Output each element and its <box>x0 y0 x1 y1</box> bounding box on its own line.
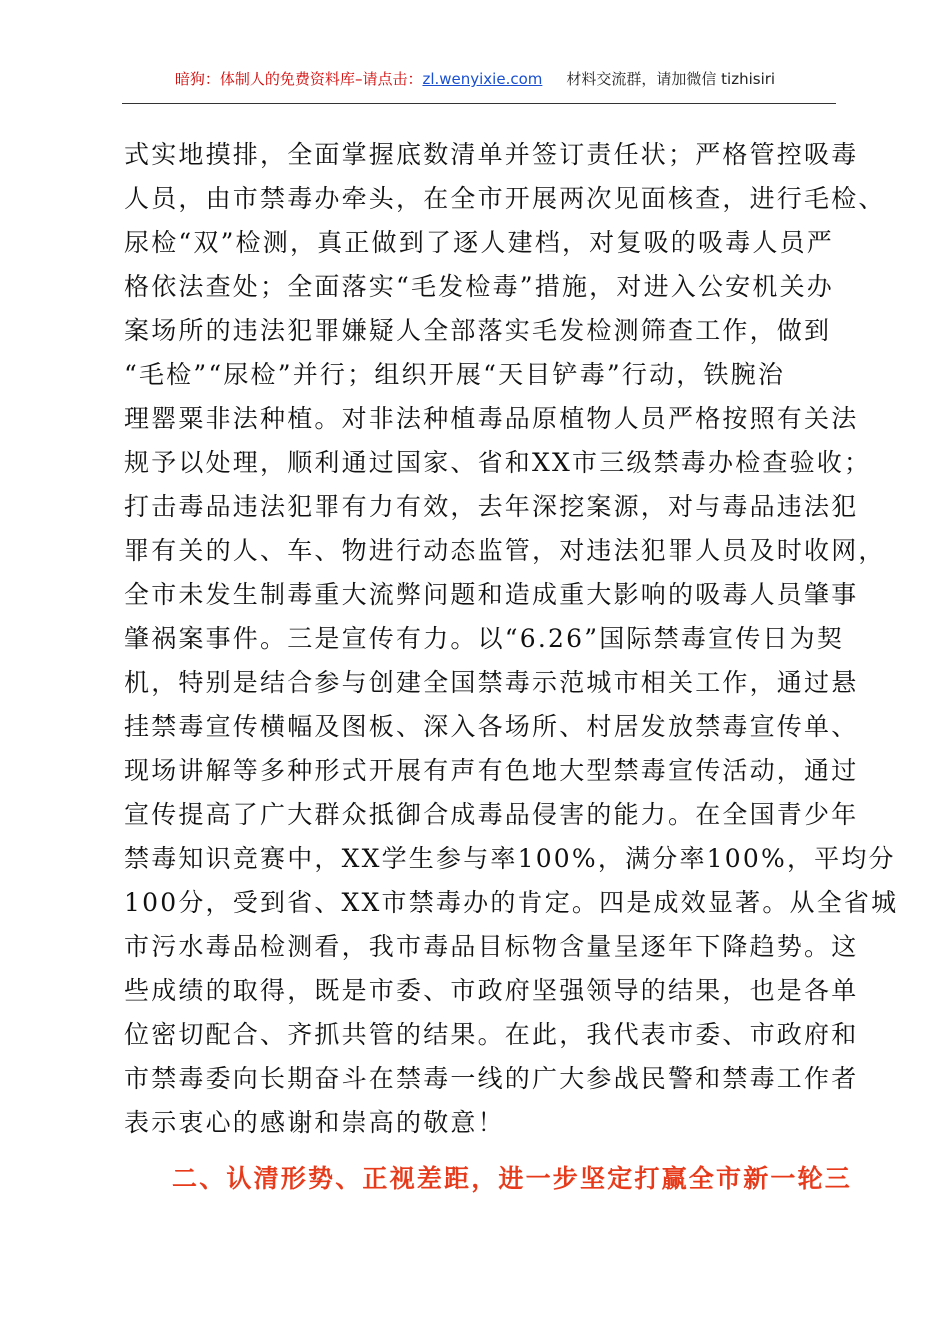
body-line: 格依法查处；全面落实“毛发检毒”措施，对进入公安机关办 <box>124 272 834 301</box>
header-link[interactable]: zl.wenyixie.com <box>422 70 543 88</box>
body-line: 式实地摸排，全面掌握底数清单并签订责任状；严格管控吸毒 <box>124 140 859 169</box>
body-line: 规予以处理，顺利通过国家、省和XX市三级禁毒办检查验收； <box>124 448 872 477</box>
header-click-prompt: –请点击： <box>354 70 423 88</box>
body-line: 宣传提高了广大群众抵御合成毒品侵害的能力。在全国青少年 <box>124 800 859 829</box>
body-line: 市污水毒品检测看，我市毒品目标物含量呈逐年下降趋势。这 <box>124 932 859 961</box>
body-line: 肇祸案事件。三是宣传有力。以“6.26”国际禁毒宣传日为契 <box>124 624 845 653</box>
body-line: “毛检”“尿检”并行；组织开展“天目铲毒”行动，铁腕治 <box>124 360 786 389</box>
section-heading: 二、认清形势、正视差距，进一步坚定打赢全市新一轮三 <box>172 1164 853 1193</box>
body-line: 表示衷心的感谢和崇高的敬意！ <box>124 1108 505 1137</box>
body-line: 尿检“双”检测，真正做到了逐人建档，对复吸的吸毒人员严 <box>124 228 834 257</box>
body-line: 案场所的违法犯罪嫌疑人全部落实毛发检测筛查工作，做到 <box>124 316 832 345</box>
body-line: 打击毒品违法犯罪有力有效，去年深挖案源，对与毒品违法犯 <box>124 492 859 521</box>
header-wechat-note: 材料交流群，请加微信 tizhisiri <box>566 70 776 88</box>
header-divider <box>122 103 836 104</box>
body-line: 100分，受到省、XX市禁毒办的肯定。四是成效显著。从全省城 <box>124 888 899 917</box>
body-line: 市禁毒委向长期奋斗在禁毒一线的广大参战民警和禁毒工作者 <box>124 1064 859 1093</box>
page-header <box>0 68 950 89</box>
body-line: 机，特别是结合参与创建全国禁毒示范城市相关工作，通过悬 <box>124 668 859 697</box>
body-line: 全市未发生制毒重大流弊问题和造成重大影响的吸毒人员肇事 <box>124 580 859 609</box>
document-body <box>124 133 899 1145</box>
body-line: 些成绩的取得，既是市委、市政府坚强领导的结果，也是各单 <box>124 976 859 1005</box>
body-line: 理罂粟非法种植。对非法种植毒品原植物人员严格按照有关法 <box>124 404 859 433</box>
body-line: 禁毒知识竞赛中，XX学生参与率100%，满分率100%，平均分 <box>124 844 896 873</box>
header-site-name: 暗狗：体制人的免费资料库 <box>174 70 355 88</box>
body-line: 人员，由市禁毒办牵头，在全市开展两次见面核查，进行毛检、 <box>124 184 886 213</box>
body-line: 挂禁毒宣传横幅及图板、深入各场所、村居发放禁毒宣传单、 <box>124 712 859 741</box>
body-line: 现场讲解等多种形式开展有声有色地大型禁毒宣传活动，通过 <box>124 756 859 785</box>
body-line: 罪有关的人、车、物进行动态监管，对违法犯罪人员及时收网， <box>124 536 886 565</box>
body-line: 位密切配合、齐抓共管的结果。在此，我代表市委、市政府和 <box>124 1020 859 1049</box>
